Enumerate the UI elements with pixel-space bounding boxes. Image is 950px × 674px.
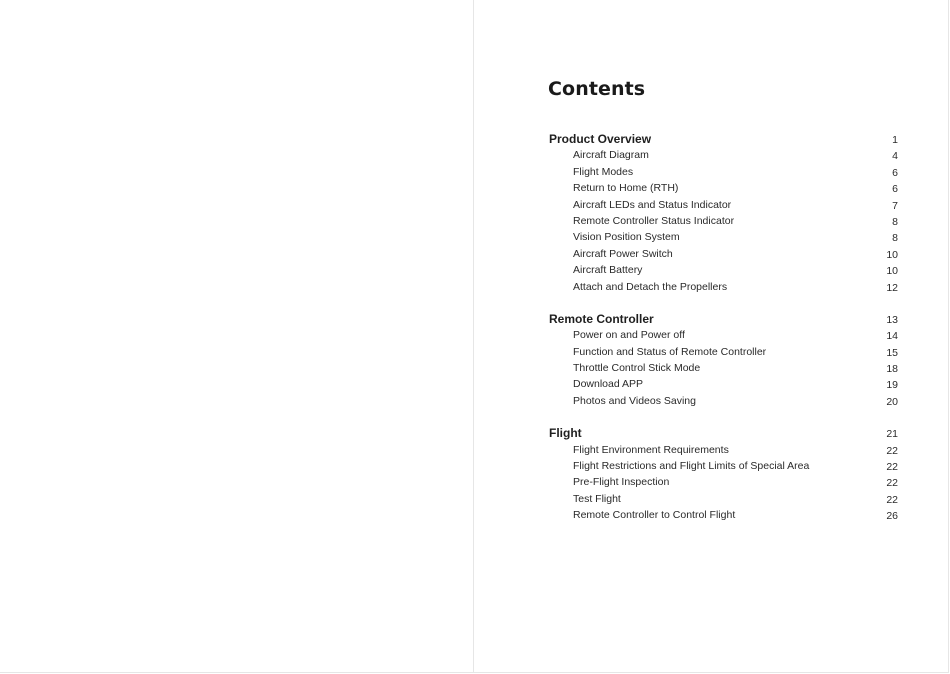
toc-entry-label: Download APP bbox=[573, 378, 644, 391]
toc-page-number: 1 bbox=[892, 134, 898, 146]
table-of-contents bbox=[549, 131, 898, 540]
toc-entry[interactable] bbox=[549, 360, 898, 376]
toc-page-number: 6 bbox=[892, 183, 898, 196]
toc-page-number: 22 bbox=[886, 444, 898, 457]
contents-title: Contents bbox=[548, 78, 646, 100]
toc-entry[interactable] bbox=[549, 393, 898, 409]
toc-page-number: 22 bbox=[886, 477, 898, 490]
toc-entry[interactable] bbox=[549, 279, 898, 295]
toc-entry-label: Return to Home (RTH) bbox=[573, 182, 679, 195]
toc-entry[interactable] bbox=[549, 213, 898, 229]
toc-entry[interactable] bbox=[549, 164, 898, 180]
toc-entry-label: Pre-Flight Inspection bbox=[573, 476, 670, 489]
toc-section-heading[interactable] bbox=[549, 131, 898, 147]
toc-section-heading[interactable] bbox=[549, 311, 898, 327]
toc-page-number: 8 bbox=[892, 215, 898, 228]
toc-entry-label: Test Flight bbox=[573, 492, 621, 505]
toc-entry[interactable] bbox=[549, 491, 898, 507]
toc-entry-label: Aircraft Power Switch bbox=[573, 247, 673, 260]
toc-entry[interactable] bbox=[549, 442, 898, 458]
toc-entry-label: Vision Position System bbox=[573, 231, 680, 244]
toc-section-flight bbox=[549, 425, 898, 523]
toc-entry-label: Aircraft Diagram bbox=[573, 149, 649, 162]
toc-entry-label: Remote Controller to Control Flight bbox=[573, 509, 736, 522]
toc-page-number: 20 bbox=[886, 395, 898, 408]
toc-entry-label: Flight Restrictions and Flight Limits of Special Area bbox=[573, 460, 810, 473]
toc-entry[interactable] bbox=[549, 229, 898, 245]
toc-page-number: 8 bbox=[892, 232, 898, 245]
toc-section-product-overview bbox=[549, 131, 898, 295]
toc-page-number: 19 bbox=[886, 379, 898, 392]
toc-section-title: Remote Controller bbox=[549, 311, 654, 326]
toc-page-number: 13 bbox=[886, 313, 898, 326]
toc-entry[interactable] bbox=[549, 180, 898, 196]
toc-entry[interactable] bbox=[549, 507, 898, 523]
toc-entry-label: Photos and Videos Saving bbox=[573, 394, 696, 407]
toc-page-number: 22 bbox=[886, 493, 898, 506]
toc-entry-label: Function and Status of Remote Controller bbox=[573, 345, 767, 358]
toc-entry-label: Flight Modes bbox=[573, 165, 634, 178]
toc-section-heading[interactable] bbox=[549, 425, 898, 441]
toc-page-number: 22 bbox=[886, 461, 898, 474]
toc-entry[interactable] bbox=[549, 458, 898, 474]
toc-page-number: 18 bbox=[886, 363, 898, 376]
toc-page-number: 10 bbox=[886, 248, 898, 261]
toc-page-number: 12 bbox=[886, 281, 898, 294]
toc-entry[interactable] bbox=[549, 262, 898, 278]
contents-page bbox=[474, 0, 949, 673]
toc-entry-label: Attach and Detach the Propellers bbox=[573, 280, 728, 293]
toc-entry-label: Throttle Control Stick Mode bbox=[573, 362, 701, 375]
toc-entry-label: Aircraft LEDs and Status Indicator bbox=[573, 198, 732, 211]
toc-page-number: 10 bbox=[886, 265, 898, 278]
toc-entry-label: Aircraft Battery bbox=[573, 264, 643, 277]
toc-page-number: 26 bbox=[886, 510, 898, 523]
toc-page-number: 7 bbox=[892, 199, 898, 212]
toc-page-number: 6 bbox=[892, 166, 898, 179]
toc-entry[interactable] bbox=[549, 197, 898, 213]
toc-entry-label: Remote Controller Status Indicator bbox=[573, 214, 735, 227]
toc-entry[interactable] bbox=[549, 327, 898, 343]
toc-entry-label: Flight Environment Requirements bbox=[573, 443, 729, 456]
toc-entry[interactable] bbox=[549, 376, 898, 392]
toc-section-title: Product Overview bbox=[549, 132, 652, 146]
blank-left-page bbox=[0, 0, 474, 673]
toc-entry[interactable] bbox=[549, 147, 898, 163]
toc-page-number: 14 bbox=[886, 330, 898, 343]
toc-section-title: Flight bbox=[549, 426, 582, 441]
toc-entry[interactable] bbox=[549, 474, 898, 490]
toc-entry[interactable] bbox=[549, 344, 898, 360]
toc-page-number: 15 bbox=[886, 346, 898, 359]
toc-page-number: 4 bbox=[892, 150, 898, 163]
toc-page-number: 21 bbox=[886, 428, 898, 441]
toc-entry-label: Power on and Power off bbox=[573, 329, 685, 342]
toc-entry[interactable] bbox=[549, 246, 898, 262]
toc-section-remote-controller bbox=[549, 311, 898, 409]
